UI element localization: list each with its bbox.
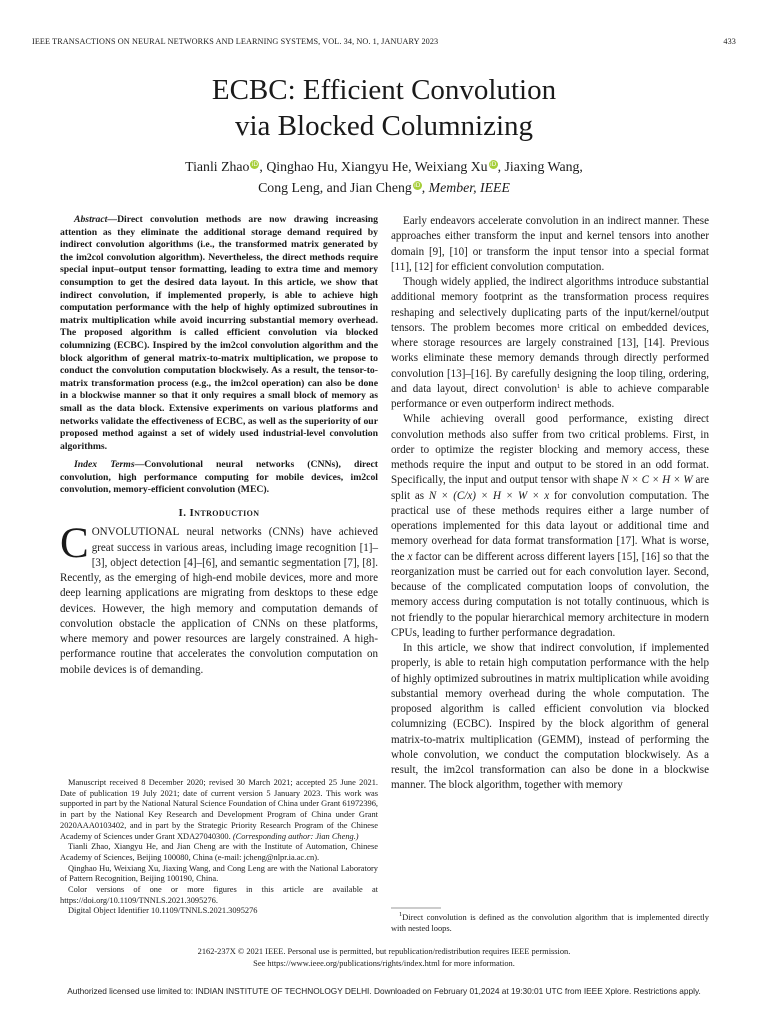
body-text: Though widely applied, the indirect algorithms introduce substantial additional memory footprint as the transformation process requires reshaping and selectively duplicating parts of the input/kernel/output tensors. The problem becomes more critical on embedded devices, where storage resources are largely constrained [13], [14]. Previous works eliminate these memory demands through directly performed convolution [13]–[16]. By carefully designing the loop tiling, ordering, and data layout, direct convolution xyxy=(391,276,709,395)
intro-first-word: ONVOLUTIONAL xyxy=(91,526,180,539)
body-text: factor can be different across different layers [15], [16] so that the reorganization must be carried out for each convolution layer. Second, because of the complicated computation loops of convolution, the memory access during computation is not totally continuous, which is not friendly to the popular hierarchical memory architecture in modern CPUs, leading to further performance degradation. xyxy=(391,550,709,639)
footnote-text: Direct convolution is defined as the convolution algorithm that is implemented directly with nested loops. xyxy=(391,913,709,933)
running-head xyxy=(32,37,736,49)
license-download-notice: Authorized licensed use limited to: INDIAN INSTITUTE OF TECHNOLOGY DELHI. Downloaded on February 01,2024 at 19:30:01 UTC from IEEE Xplore. Restrictions apply. xyxy=(67,986,701,996)
body-text: While achieving overall good performance, existing direct convolution methods also suffer from two critical problems. First, in order to optimize the register blocking and memory access, these methods require the input and output to be stored in an odd format. Specifically, the input and output tensor with shape xyxy=(391,413,709,487)
member-designation: Member, IEEE xyxy=(428,180,510,195)
footnote-rule xyxy=(391,907,709,909)
section-name: Introduction xyxy=(189,507,260,520)
body-paragraph xyxy=(391,412,709,641)
copyright-line: 2162-237X © 2021 IEEE. Personal use is permitted, but republication/redistribution requires IEEE permission. xyxy=(197,947,571,956)
title-line-1: ECBC: Efficient Convolution xyxy=(211,74,557,106)
journal-header: IEEE TRANSACTIONS ON NEURAL NETWORKS AND LEARNING SYSTEMS, VOL. 34, NO. 1, JANUARY 2023 xyxy=(32,37,439,46)
body-paragraph: In this article, we show that indirect convolution, if implemented properly, is able to retain high computation performance with the help of highly optimized subroutines in matrix multiplication while avoiding substantial memory overhead during the whole computation. The proposed algorithm is called efficient convolution via blocked columnizing (ECBC). Inspired by the block algorithm of general matrix-to-matrix multiplication (GEMM), instead of performing the whole convolution, we conduct the computation blockwisely. As a result, the im2col transformation can also be done in a blockwise manner. The block algorithm, together with memory xyxy=(391,642,709,792)
color-versions-note[interactable]: Color versions of one or more figures in this article are available at https://doi.org/10.1109/TNNLS.2021.3095276. xyxy=(60,885,378,905)
index-terms-label: Index Terms xyxy=(74,459,135,471)
math-expression: N × C × H × W xyxy=(621,474,693,487)
index-terms xyxy=(60,459,378,497)
right-column xyxy=(391,214,709,794)
index-terms-text: Convolutional neural networks (CNNs), direct convolution, high performance computing for mobile devices, im2col convolution, memory-efficient convolution (MEC). xyxy=(60,459,378,496)
body-paragraph: Early endeavors accelerate convolution in an indirect manner. These approaches either transform the input and kernel tensors into another domain [9], [10] or transform the input tensor into a special format [11], [12] for efficient convolution computation. xyxy=(391,215,709,273)
manuscript-info xyxy=(60,778,378,842)
footnote-number: 1 xyxy=(399,911,403,918)
orcid-icon[interactable]: iD xyxy=(414,182,421,189)
page-number: 433 xyxy=(723,37,736,46)
title-line-2: via Blocked Columnizing xyxy=(234,110,533,142)
intro-text: neural networks (CNNs) have achieved great success in various areas, including image recognition [1]–[3], object detection [4]–[6], and semantic segmentation [7], [8]. Recently, as the emerging of high-end mobile devices, more and more deep learning applications are migrating from desktops to these edge devices. However, the high memory and computation demands of convolution obstacle the application of CNNs on these platforms, where memory and power resources are largely constrained. A high-performance routine that accelerates the convolution computation on mobile devices is of demanding. xyxy=(60,526,378,676)
corresponding-author: (Corresponding author: Jian Cheng.) xyxy=(232,831,359,841)
body-paragraph xyxy=(391,275,709,412)
drop-cap: C xyxy=(60,520,89,568)
affiliation-1: Tianli Zhao, Xiangyu He, and Jian Cheng are with the Institute of Automation, Chinese Academy of Sciences, Beijing 100080, China (e-mail: jcheng@nlpr.ia.ac.cn). xyxy=(60,842,378,862)
abstract-text: Direct convolution methods are now drawing increasing attention as they eliminate the additional storage demand required by indirect convolution algorithms (i.e., the transformed matrix generated by the im2col convolution algorithm). Nevertheless, the direct methods require special input–output tensor formatting, leading to extra time and memory consumption to get the desired data layout. In this article, we show that indirect convolution, if implemented properly, is able to achieve high computation performance with the help of highly optimized subroutines in matrix multiplication while avoid incurring substantial memory overhead. The proposed algorithm is called efficient convolution via blocked columnizing (ECBC). Inspired by the im2col convolution algorithm and the block algorithm of general matrix-to-matrix multiplication, we propose to conduct the convolution computation blockwisely. As a result, the tensor-to-matrix transformation process (e.g., the im2col operation) can also be done in a blockwise manner so that it only requires a small block of memory as small as the data block. Extensive experiments on various platforms and networks validate the effectiveness of ECBC, as well as the superiority of our proposed method against a set of widely used industrial-level convolution algorithms. xyxy=(60,214,378,452)
author-name: Cong Leng, and Jian Cheng xyxy=(258,180,412,195)
section-heading-introduction xyxy=(60,506,378,521)
orcid-icon[interactable]: iD xyxy=(251,161,259,168)
body-text: for convolution computation. The practical use of these methods requires either a large number of operations implemented for this data layout or additional time and memory overhead for data format transformation [17]. What is worse, the xyxy=(391,489,709,563)
footnote xyxy=(391,912,709,934)
math-expression: x xyxy=(407,550,413,563)
orcid-icon[interactable]: iD xyxy=(489,161,497,168)
section-numeral: I. xyxy=(178,507,190,520)
rights-link[interactable]: See https://www.ieee.org/publications/rights/index.html for more information. xyxy=(253,958,515,968)
copyright-notice xyxy=(0,946,768,969)
affiliation-2: Qinghao Hu, Weixiang Xu, Jiaxing Wang, and Cong Leng are with the National Laboratory of Pattern Recognition, Beijing 100190, China. xyxy=(60,863,378,884)
index-terms-dash: — xyxy=(134,459,145,471)
manuscript-footnotes xyxy=(60,778,378,917)
abstract-label: Abstract xyxy=(74,214,108,225)
author-list xyxy=(0,156,768,198)
body-text: are split as xyxy=(391,474,709,502)
author-name: , Qinghao Hu, Xiangyu He, Weixiang Xu xyxy=(259,159,488,174)
author-separator: , xyxy=(421,180,429,195)
footnote-marker[interactable]: 1 xyxy=(556,382,561,390)
body-text: is able to achieve comparable performance or even outperform indirect methods. xyxy=(391,382,709,410)
author-name: , Jiaxing Wang, xyxy=(497,159,583,174)
doi-identifier: Digital Object Identifier 10.1109/TNNLS.2021.3095276 xyxy=(68,906,258,916)
manuscript-dates: Manuscript received 8 December 2020; revised 30 March 2021; accepted 25 June 2021. Date of publication 19 July 2021; date of current version 5 January 2023. This work was supported in part by the National Natural Science Foundation of China under Grant 61972396, in part by the National Key Research and Development Program of China under Grant 2020AAA0103402, and in part by the Strategic Priority Research Program of the Chinese Academy of Sciences under Grant XDA27040300. xyxy=(60,778,378,841)
abstract-dash: — xyxy=(107,214,118,225)
introduction-paragraph xyxy=(60,520,378,678)
abstract xyxy=(60,214,378,453)
left-column xyxy=(60,214,378,678)
paper-title xyxy=(0,72,768,144)
math-expression: N × (C/x) × H × W × x xyxy=(428,489,550,502)
author-name: Tianli Zhao xyxy=(185,159,250,174)
